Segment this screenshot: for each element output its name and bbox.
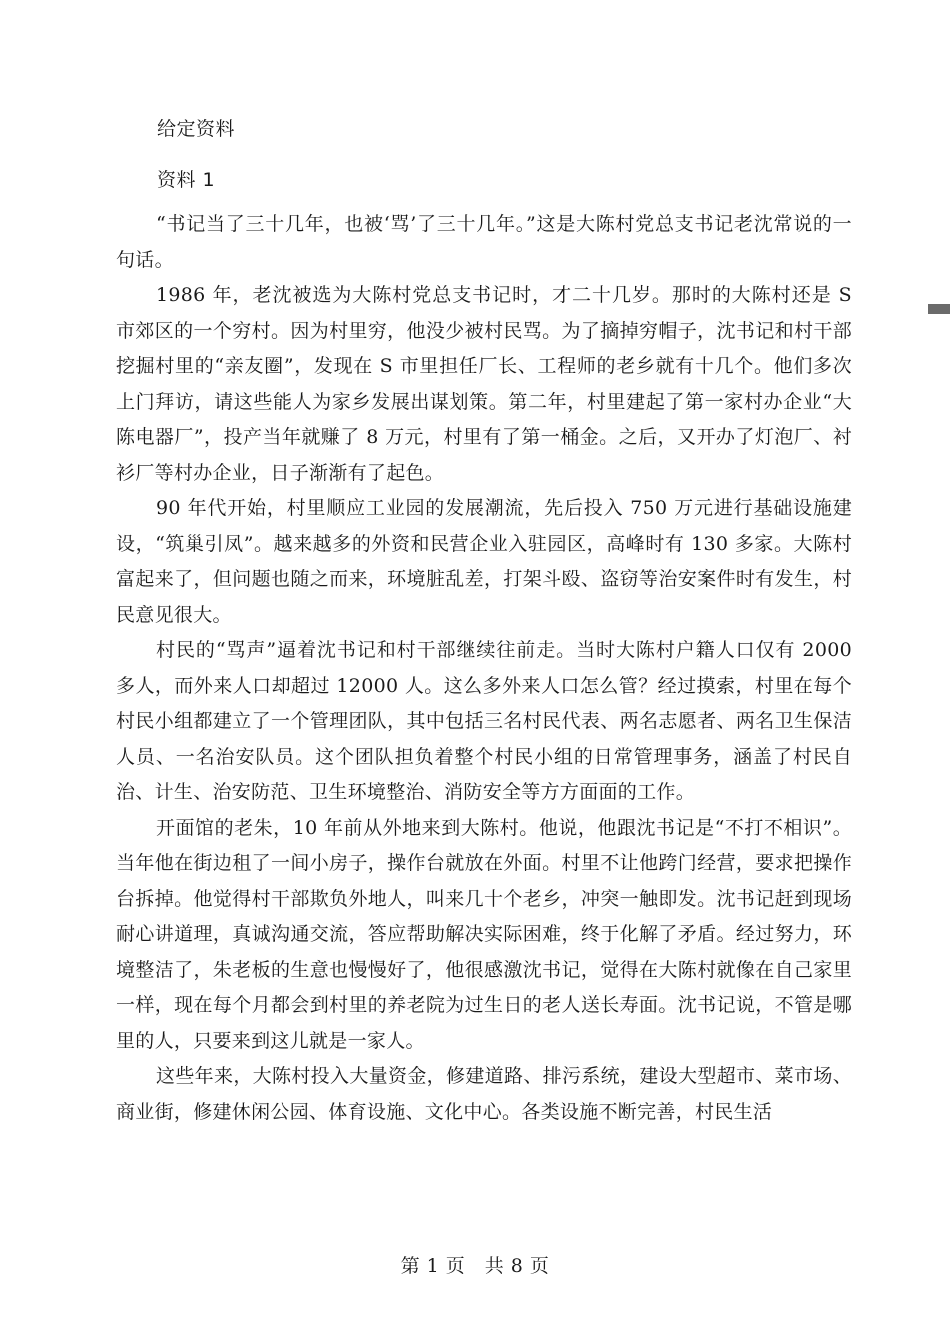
- page-edge-marker: [928, 304, 950, 314]
- document-body: [116, 207, 852, 1130]
- paragraph: 90 年代开始，村里顺应工业园的发展潮流，先后投入 750 万元进行基础设施建设，“筑巢引凤”。越来越多的外资和民营企业入驻园区，高峰时有 130 多家。大陈村富起来了，但问题也随之而来，环境脏乱差，打架斗殴、盗窃等治安案件时有发生，村民意见很大。: [116, 497, 852, 626]
- page-footer: 第 1 页 共 8 页: [400, 1255, 550, 1277]
- paragraph: 开面馆的老朱，10 年前从外地来到大陈村。他说，他跟沈书记是“不打不相识”。当年他在街边租了一间小房子，操作台就放在外面。村里不让他跨门经营，要求把操作台拆掉。他觉得村干部欺负外地人，叫来几十个老乡，冲突一触即发。沈书记赶到现场耐心讲道理，真诚沟通交流，答应帮助解决实际困难，终于化解了矛盾。经过努力，环境整洁了，朱老板的生意也慢慢好了，他很感激沈书记，觉得在大陈村就像在自己家里一样，现在每个月都会到村里的养老院为过生日的老人送长寿面。沈书记说，不管是哪里的人，只要来到这儿就是一家人。: [116, 816, 852, 1052]
- paragraph: “书记当了三十几年，也被‘骂’了三十几年。”这是大陈村党总支书记老沈常说的一句话。: [116, 213, 852, 271]
- paragraph: 村民的“骂声”逼着沈书记和村干部继续往前走。当时大陈村户籍人口仅有 2000 多人，而外来人口却超过 12000 人。这么多外来人口怎么管？经过摸索，村里在每个村民小组都建立了一个管理团队，其中包括三名村民代表、两名志愿者、两名卫生保洁人员、一名治安队员。这个团队担负着整个村民小组的日常管理事务，涵盖了村民自治、计生、治安防范、卫生环境整治、消防安全等方方面面的工作。: [116, 639, 852, 803]
- section-title: 给定资料: [157, 118, 236, 140]
- paragraph: 这些年来，大陈村投入大量资金，修建道路、排污系统，建设大型超市、菜市场、商业街，修建休闲公园、体育设施、文化中心。各类设施不断完善，村民生活: [116, 1065, 852, 1123]
- subsection-title: 资料 1: [157, 169, 216, 191]
- paragraph: 1986 年，老沈被选为大陈村党总支书记时，才二十几岁。那时的大陈村还是 S 市郊区的一个穷村。因为村里穷，他没少被村民骂。为了摘掉穷帽子，沈书记和村干部挖掘村里的“亲友圈”，发现在 S 市里担任厂长、工程师的老乡就有十几个。他们多次上门拜访，请这些能人为家乡发展出谋划策。第二年，村里建起了第一家村办企业“大陈电器厂”，投产当年就赚了 8 万元，村里有了第一桶金。之后，又开办了灯泡厂、衬衫厂等村办企业，日子渐渐有了起色。: [116, 284, 852, 484]
